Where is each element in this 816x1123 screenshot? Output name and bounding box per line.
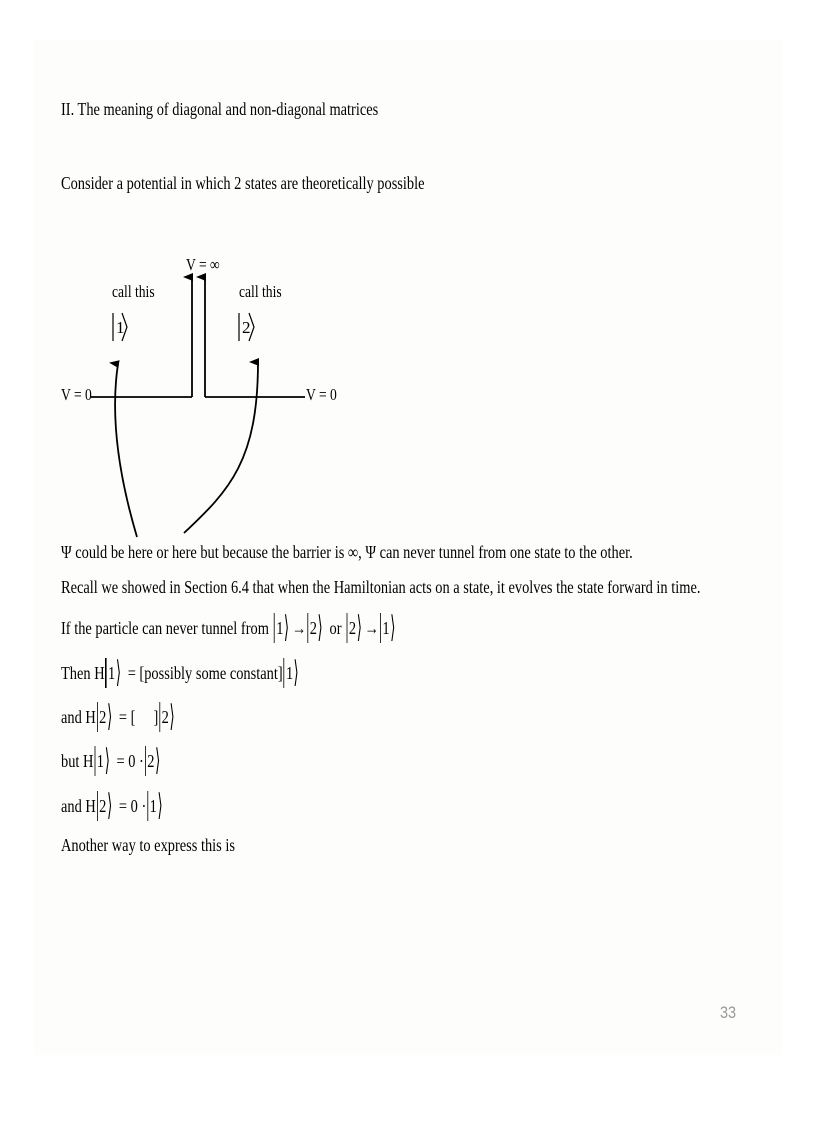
ket: 1 ⟩ [276,611,290,644]
ket: 1 ⟩ [107,656,121,689]
equation-middle: = 0 · [118,795,147,816]
tunnel-condition-line [61,611,398,645]
ket: 2 ⟩ [161,700,175,733]
arrow-symbol: → [364,617,380,638]
ket: 1 ⟩ [96,744,110,777]
tunnel-prefix: If the particle can never tunnel from [61,617,269,638]
ket-label: 2 [147,750,155,771]
equation-prefix: Then H [61,662,105,683]
ket: 2 ⟩ [309,611,323,644]
ket-state-2 [239,313,254,341]
ket-label: 1 [285,662,294,683]
but-equation [61,744,163,778]
equation-prefix: and H [61,795,96,816]
ket-label: 2 [309,617,317,638]
ket-state-1 [113,313,127,341]
ket-label: 2 [161,706,169,727]
page-number: 33 [720,1003,737,1022]
ket-label: 1 [149,795,157,816]
section-title: II. The meaning of diagonal and non-diagonal matrices [61,99,379,119]
or-word: or [329,617,342,638]
ket: 1 ⟩ [382,611,396,644]
equation-prefix: and H [61,706,96,727]
ket: 1 ⟩ [149,789,163,822]
arrow-to-state-2 [184,362,258,533]
ket: 1 ⟩ [285,656,299,689]
ket-label: 1 [276,617,284,638]
v-zero-right-label: V = 0 [306,385,337,405]
ket-label: 1 [96,750,104,771]
v-zero-left-label: V = 0 [61,385,92,405]
recall-text: Recall we showed in Section 6.4 that when the Hamiltonian acts on a state, it evolves the state forward in time. [61,577,701,597]
another-way-text: Another way to express this is [61,835,235,855]
equation-prefix: but H [61,750,94,771]
ket: 2 ⟩ [99,700,113,733]
ket-label: 1 [382,617,390,638]
intro-text: Consider a potential in which 2 states are theoretically possible [61,173,425,193]
ket-label: 2 [99,706,107,727]
ket: 2 ⟩ [99,789,113,822]
call-this-left: call this [112,282,155,302]
psi-explanation: Ψ could be here or here but because the barrier is ∞, Ψ can never tunnel from one state to the other. [61,542,633,562]
ket: 2 ⟩ [147,744,161,777]
equation-middle: = 0 · [116,750,144,771]
ket-label: 1 [107,662,116,683]
arrow-symbol: → [292,617,307,638]
equation-middle: = [possibly some constant] [127,662,283,683]
ket-label: 2 [99,795,107,816]
ket: 2 ⟩ [348,611,362,644]
ket-state-1-label: 1 [116,318,125,337]
and-equation-2 [61,789,165,823]
equation-middle: = [ ] [118,706,159,727]
ket-label: 2 [348,617,357,638]
v-infinity-label: V = ∞ [186,255,220,275]
potential-diagram [0,0,816,560]
arrow-to-state-1 [115,364,137,537]
then-equation [61,656,302,690]
call-this-right: call this [239,282,282,302]
ket-state-2-label: 2 [242,318,251,337]
and-equation-1 [61,700,177,734]
